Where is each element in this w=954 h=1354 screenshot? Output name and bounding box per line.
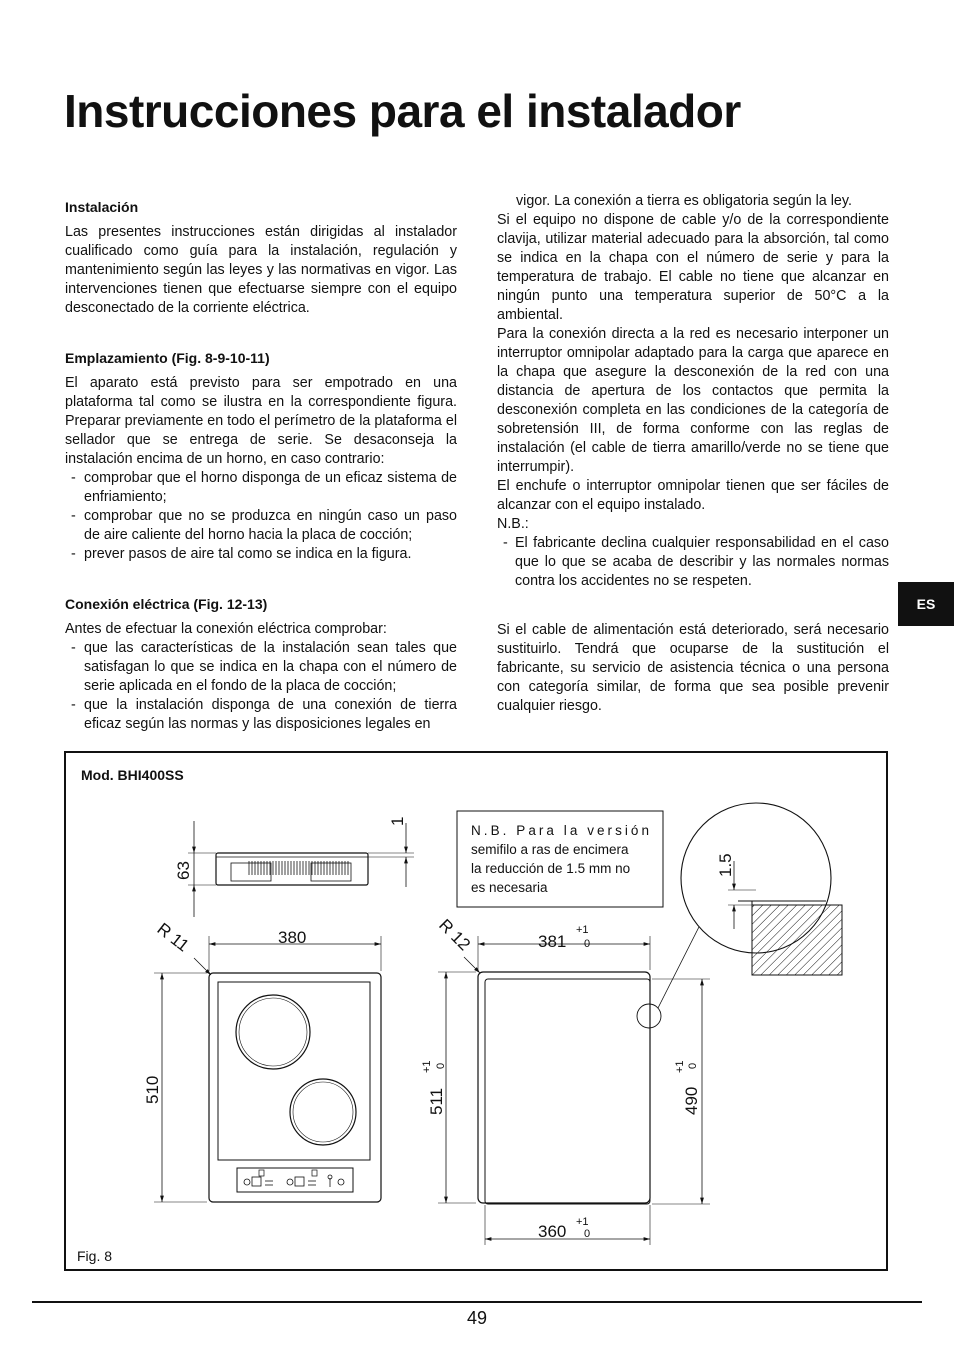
list-item: - El fabricante declina cualquier responsabilidad en el caso que lo que se acaba de describir y las normales normas contra los accidentes no se respeten. — [497, 534, 889, 591]
nb-label: N.B.: — [497, 516, 529, 532]
tolerance-zero: 0 — [584, 1228, 591, 1240]
plug-text: El enchufe o interruptor omnipolar tienen que ser fáciles de alcanzar con el equipo instalado. — [497, 478, 889, 513]
page-number: 49 — [466, 1308, 488, 1328]
section-heading-installation: Instalación — [65, 199, 139, 215]
tolerance-zero: 0 — [687, 1062, 699, 1069]
footer-divider — [32, 1301, 922, 1303]
figure-8 — [64, 751, 888, 1271]
dim-cutout-depth: 511 — [427, 1087, 446, 1115]
nb-list — [497, 534, 889, 591]
dim-width-hob: 380 — [278, 928, 307, 947]
hob-side-view — [188, 821, 414, 917]
hob-top-view — [154, 936, 381, 1202]
note-line: la reducción de 1.5 mm no — [471, 861, 631, 876]
page-title: Instrucciones para el instalador — [64, 85, 741, 137]
tolerance-plus: +1 — [421, 1060, 433, 1073]
dim-radius-cutout: R 12 — [435, 915, 475, 955]
tolerance-plus: +1 — [674, 1060, 686, 1073]
dim-top-thickness: 1 — [388, 816, 407, 826]
list-item: - prever pasos de aire tal como se indica en la figura. — [65, 545, 457, 564]
list-item: - que las características de la instalación sean tales que satisfagan lo que se indica en la chapa con el número de serie aplicada en el fondo de la placa de cocción; — [65, 639, 457, 696]
left-column — [65, 197, 457, 734]
note-line: es necesaria — [471, 880, 548, 895]
detail-view — [681, 803, 842, 975]
installation-text: Las presentes instrucciones están dirigidas al instalador cualificado como guía para la instalación, regulación y mantenimiento según las leyes y las normativas en vigor. Las intervenciones tienen que efectuarse siempre con el equipo desconectado de la corriente eléctrica. — [65, 224, 457, 316]
section-heading-placement: Emplazamiento (Fig. 8-9-10-11) — [65, 350, 270, 366]
list-item: - comprobar que no se produzca en ningún caso un paso de aire caliente del horno hacia la placa de cocción; — [65, 507, 457, 545]
dim-cutout-bottom-width: 360 — [538, 1222, 567, 1241]
placement-text: El aparato está previsto para ser empotrado en una plataforma tal como se ilustra en la correspondiente figura. Preparar previamente en todo el perímetro de la plataforma el sellador que se entrega de serie. Se desaconseja la instalación encima de un horno, en caso contrario: — [65, 375, 457, 467]
tolerance-plus: +1 — [576, 1216, 589, 1228]
figure-caption: Fig. 8 — [77, 1248, 113, 1264]
placement-list — [65, 469, 457, 564]
list-item: - que la instalación disponga de una conexión de tierra eficaz según las normas y las disposiciones legales en — [65, 696, 457, 734]
language-tab: ES — [898, 582, 954, 626]
electrical-text: Antes de efectuar la conexión eléctrica comprobar: — [65, 621, 387, 637]
dim-cutout-inner-depth: 490 — [682, 1086, 701, 1115]
continuation-text: vigor. La conexión a tierra es obligatoria según la ley. — [516, 193, 852, 209]
dim-detail-depth: 1.5 — [716, 853, 735, 877]
right-column — [497, 192, 889, 716]
electrical-list — [65, 639, 457, 734]
dim-depth-hob: 510 — [143, 1075, 162, 1104]
dim-radius-hob: R 11 — [153, 919, 193, 956]
cutout-view — [438, 913, 710, 1245]
dim-height-hob: 63 — [174, 861, 193, 880]
cable-text: Si el equipo no dispone de cable y/o de la correspondiente clavija, utilizar material adecuado para la absorción, tal como se indica en la chapa con el número de serie y para la temperatura de trabajo. El cable no tiene que alcanzar en ningún punto una temperatura superior de 50°C a la ambiental. — [497, 212, 889, 323]
dim-cutout-width: 381 — [538, 932, 567, 951]
switch-text: Para la conexión directa a la red es necesario interponer un interruptor omnipolar adaptado para la carga que aparece en la chapa que asegure la desconexión de la red con una distancia de apertura de los contactos que permita la desconexión completa en las condiciones de la categoría de sobretensión III, de forma conforme con las reglas de instalación (el cable de tierra amarillo/verde no se tiene que interrumpir). — [497, 326, 889, 475]
tolerance-plus: +1 — [576, 924, 589, 936]
model-label: Mod. BHI400SS — [81, 767, 184, 783]
dimension-drawing — [66, 753, 890, 1273]
tolerance-zero: 0 — [584, 938, 591, 950]
note-line: N.B. Para la versión — [471, 823, 649, 838]
damaged-cable-text: Si el cable de alimentación está deteriorado, será necesario sustituirlo. Tendrá que ocuparse de la sustitución el fabricante, su servicio de asistencia técnica o una persona con categoría similar, de forma que sea posible prevenir cualquier riesgo. — [497, 622, 889, 714]
section-heading-electrical: Conexión eléctrica (Fig. 12-13) — [65, 596, 268, 612]
list-item: - comprobar que el horno disponga de un eficaz sistema de enfriamiento; — [65, 469, 457, 507]
tolerance-zero: 0 — [435, 1062, 447, 1069]
note-line: semifilo a ras de encimera — [471, 842, 629, 857]
